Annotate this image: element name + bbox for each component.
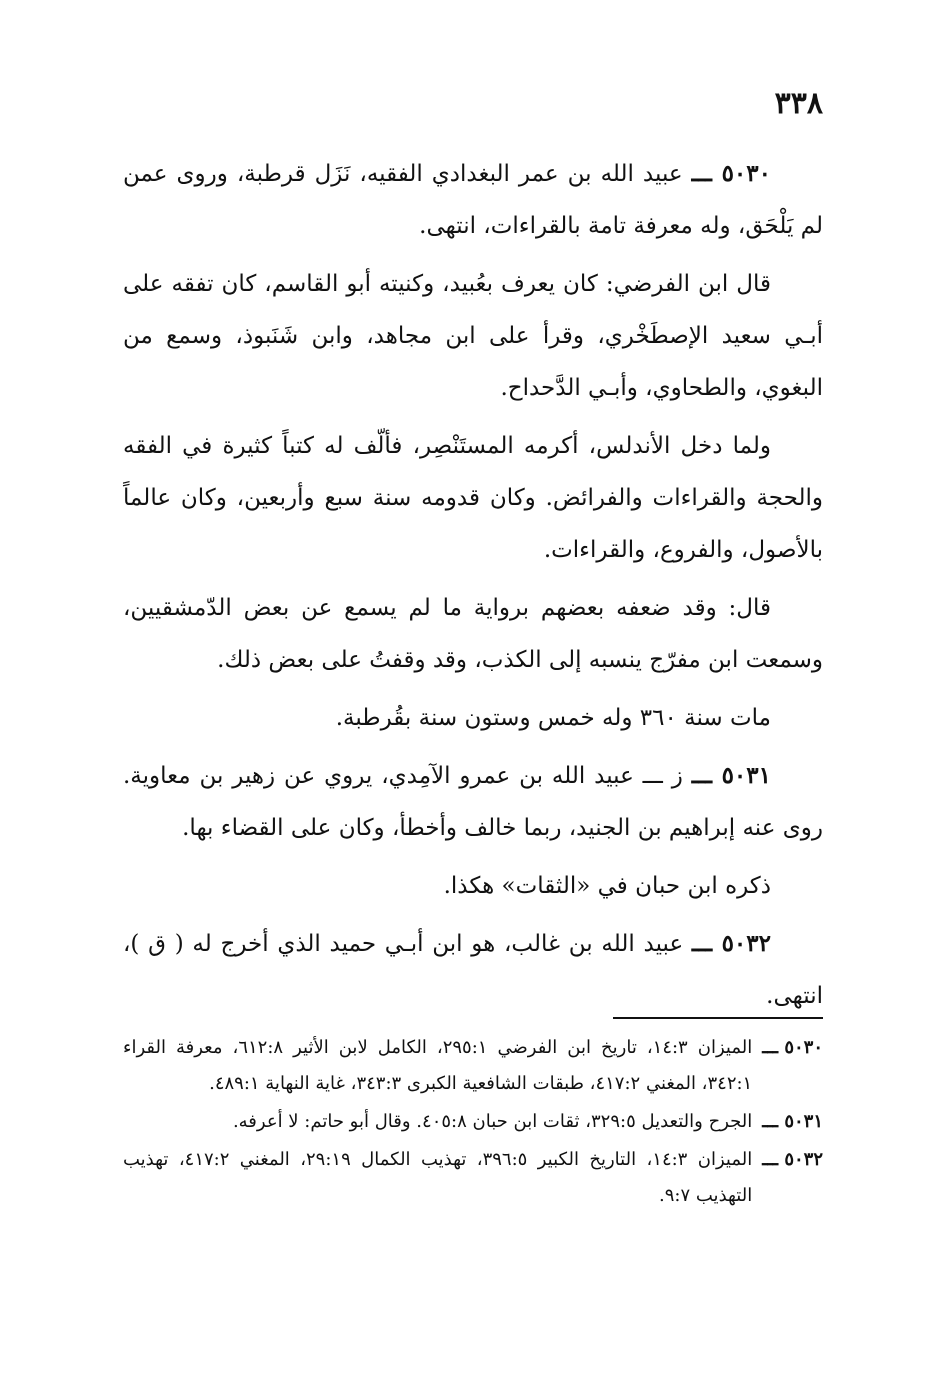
footnote-divider (613, 1017, 823, 1019)
entry-5031 (123, 750, 823, 854)
entry-5032 (123, 918, 823, 1022)
footnote-number: ٥٠٣٠ ـــ (762, 1037, 823, 1058)
footnote-text: الجرح والتعديل ٣٢٩:٥، ثقات ابن حبان ٤٠٥:٨. وقال أبو حاتم: لا أعرفه. (232, 1111, 753, 1132)
paragraph: مات سنة ٣٦٠ وله خمس وستون سنة بقُرطبة. (335, 705, 771, 731)
footnote-5030 (123, 1030, 823, 1102)
paragraph: قال ابن الفرضي: كان يعرف بعُبيد، وكنيته أبو القاسم، كان تفقه على أبـي سعيد الإصطَخْري، وقرأ على ابن مجاهد، وابن شَنَبوذ، وسمع من البغوي، والطحاوي، وأبـي الدَّحداح. (123, 271, 823, 401)
footnotes (123, 1030, 823, 1216)
footnote-text: الميزان ١٤:٣، التاريخ الكبير ٣٩٦:٥، تهذيب الكمال ٢٩:١٩، المغني ٤١٧:٢، تهذيب التهذيب ٩:٧. (123, 1149, 753, 1206)
entry-number: ٥٠٣٢ ـــ (691, 930, 771, 957)
entry-text: عبيد الله بن غالب، هو ابن أبـي حميد الذي أخرج له ( ق )، انتهى. (123, 931, 823, 1009)
footnote-text: الميزان ١٤:٣، تاريخ ابن الفرضي ٢٩٥:١، الكامل لابن الأثير ٦١٢:٨، معرفة القراء ٣٤٢:١، المغني ٤١٧:٢، طبقات الشافعية الكبرى ٣٤٣:٣، غاية النهاية ٤٨٩:١. (123, 1037, 753, 1094)
entry-text: عبيد الله بن عمر البغدادي الفقيه، نَزَل قرطبة، وروى عمن لم يَلْحَق، وله معرفة تامة بالقراءات، انتهى. (123, 161, 823, 239)
paragraph: ذكره ابن حبان في «الثقات» هكذا. (443, 873, 771, 899)
footnote-number: ٥٠٣٢ ـــ (762, 1149, 823, 1170)
footnote-5031 (123, 1104, 823, 1140)
entry-number: ٥٠٣٠ ـــ (691, 160, 771, 187)
entry-number: ٥٠٣١ ـــ (691, 762, 771, 789)
entry-text: ز ـــ عبيد الله بن عمرو الآمِدي، يروي عن زهير بن معاوية. روى عنه إبراهيم بن الجنيد، ربما خالف وأخطأ، وكان على القضاء بها. (123, 763, 823, 841)
entry-5030 (123, 148, 823, 252)
main-text (123, 148, 823, 1028)
page-number: ٣٣٨ (774, 86, 823, 121)
paragraph: ولما دخل الأندلس، أكرمه المستَنْصِر، فألّف له كتباً كثيرة في الفقه والحجة والقراءات والفرائض. وكان قدومه سنة سبع وأربعين، وكان عالماً بالأصول، والفروع، والقراءات. (123, 433, 823, 563)
paragraph: قال: وقد ضعفه بعضهم برواية ما لم يسمع عن بعض الدّمشقيين، وسمعت ابن مفرّج ينسبه إلى الكذب، وقد وقفتُ على بعض ذلك. (123, 595, 823, 673)
footnote-5032 (123, 1142, 823, 1214)
footnote-number: ٥٠٣١ ـــ (762, 1111, 823, 1132)
